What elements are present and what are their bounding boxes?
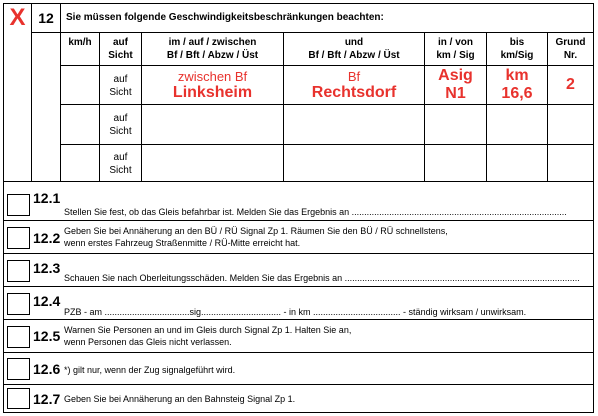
row1-kmh-field[interactable] bbox=[61, 66, 99, 104]
item-12-2 bbox=[4, 221, 593, 253]
col-header-grund: Grund Nr. bbox=[555, 37, 586, 61]
item-12-7-text: Geben Sie bei Annäherung an den Bahnsteig Signal Zp 1. bbox=[64, 394, 296, 404]
row3-auf-sicht[interactable]: auf Sicht bbox=[109, 152, 132, 176]
row1-auf-sicht[interactable]: auf Sicht bbox=[109, 74, 132, 98]
row2-kmh-field[interactable] bbox=[61, 105, 99, 144]
row2-from-location[interactable] bbox=[142, 105, 283, 144]
row1-in-von-signal[interactable]: Asig N1 bbox=[438, 67, 473, 102]
item-12-5-text: Warnen Sie Personen an und im Gleis durch Signal Zp 1. Halten Sie an, wenn Personen das Gleis nicht verlassen. bbox=[64, 325, 352, 347]
col-header-und: und Bf / Bft / Abzw / Üst bbox=[308, 37, 400, 61]
item-12-3-checkbox[interactable] bbox=[7, 260, 30, 282]
row2-auf-sicht[interactable]: auf Sicht bbox=[109, 113, 132, 137]
item-12-1-checkbox[interactable] bbox=[7, 194, 30, 216]
col-header-bis: bis km/Sig bbox=[500, 37, 534, 61]
col-header-im-auf-zwischen: im / auf / zwischen Bf / Bft / Abzw / Üst bbox=[166, 37, 259, 61]
row3-grund-nr[interactable] bbox=[548, 145, 593, 181]
item-12-2-checkbox[interactable] bbox=[7, 227, 30, 249]
row3-bis-km[interactable] bbox=[487, 145, 547, 181]
item-12-3-text: Schauen Sie nach Oberleitungsschäden. Melden Sie das Ergebnis an .............................................................................................. bbox=[64, 273, 580, 283]
row1-to-location[interactable]: Bf Rechtsdorf bbox=[311, 69, 397, 101]
item-12-7-number: 12.7 bbox=[33, 391, 61, 407]
row1-from-location[interactable]: zwischen Bf Linksheim bbox=[172, 69, 253, 101]
selection-mark[interactable] bbox=[4, 4, 31, 32]
item-12-1 bbox=[4, 182, 593, 220]
row2-bis-km[interactable] bbox=[487, 105, 547, 144]
col-header-kmh: km/h bbox=[68, 37, 92, 48]
frame-bottom bbox=[3, 412, 594, 413]
item-12-4 bbox=[4, 287, 593, 319]
row3-kmh-field[interactable] bbox=[61, 145, 99, 181]
row3-from-location[interactable] bbox=[142, 145, 283, 181]
row2-in-von-signal[interactable] bbox=[425, 105, 486, 144]
item-12-6-number: 12.6 bbox=[33, 361, 61, 377]
item-12-2-text: Geben Sie bei Annäherung an den BÜ / RÜ Signal Zp 1. Räumen Sie den BÜ / RÜ schnellstens, wenn erstes Fahrzeug Straßenmitte / RÜ-Mitte erreicht hat. bbox=[64, 226, 448, 248]
item-12-5-checkbox[interactable] bbox=[7, 326, 30, 348]
row1-bis-km[interactable]: km 16,6 bbox=[501, 67, 533, 102]
row2-grund-nr[interactable] bbox=[548, 105, 593, 144]
col-header-auf-sicht: auf Sicht bbox=[108, 37, 133, 61]
item-12-3 bbox=[4, 254, 593, 286]
row3-in-von-signal[interactable] bbox=[425, 145, 486, 181]
item-12-2-number: 12.2 bbox=[33, 230, 61, 246]
item-12-6 bbox=[4, 353, 593, 384]
section-number: 12 bbox=[38, 10, 54, 26]
item-12-7-checkbox[interactable] bbox=[7, 388, 30, 409]
col-header-in-von: in / von km / Sig bbox=[436, 37, 475, 61]
row1-grund-nr[interactable]: 2 bbox=[566, 76, 575, 93]
item-12-1-text: Stellen Sie fest, ob das Gleis befahrbar ist. Melden Sie das Ergebnis an ...................................................................................... bbox=[64, 207, 567, 217]
section-title: Sie müssen folgende Geschwindigkeitsbeschränkungen beachten: bbox=[66, 12, 384, 23]
row2-to-location[interactable] bbox=[284, 105, 424, 144]
item-12-4-text: PZB - am ..................................sig................................ - in km ................................... - ständig wirksam / unwirksam. bbox=[64, 307, 527, 317]
item-12-4-checkbox[interactable] bbox=[7, 293, 30, 315]
cross-mark-icon: X bbox=[9, 4, 26, 31]
item-12-5-number: 12.5 bbox=[33, 328, 61, 344]
item-12-4-number: 12.4 bbox=[33, 293, 61, 309]
item-12-6-checkbox[interactable] bbox=[7, 358, 30, 380]
row3-to-location[interactable] bbox=[284, 145, 424, 181]
item-12-3-number: 12.3 bbox=[33, 260, 61, 276]
item-12-7 bbox=[4, 385, 593, 412]
item-12-5 bbox=[4, 320, 593, 352]
item-12-6-text: *) gilt nur, wenn der Zug signalgeführt wird. bbox=[64, 365, 236, 375]
item-12-1-number: 12.1 bbox=[33, 190, 61, 206]
